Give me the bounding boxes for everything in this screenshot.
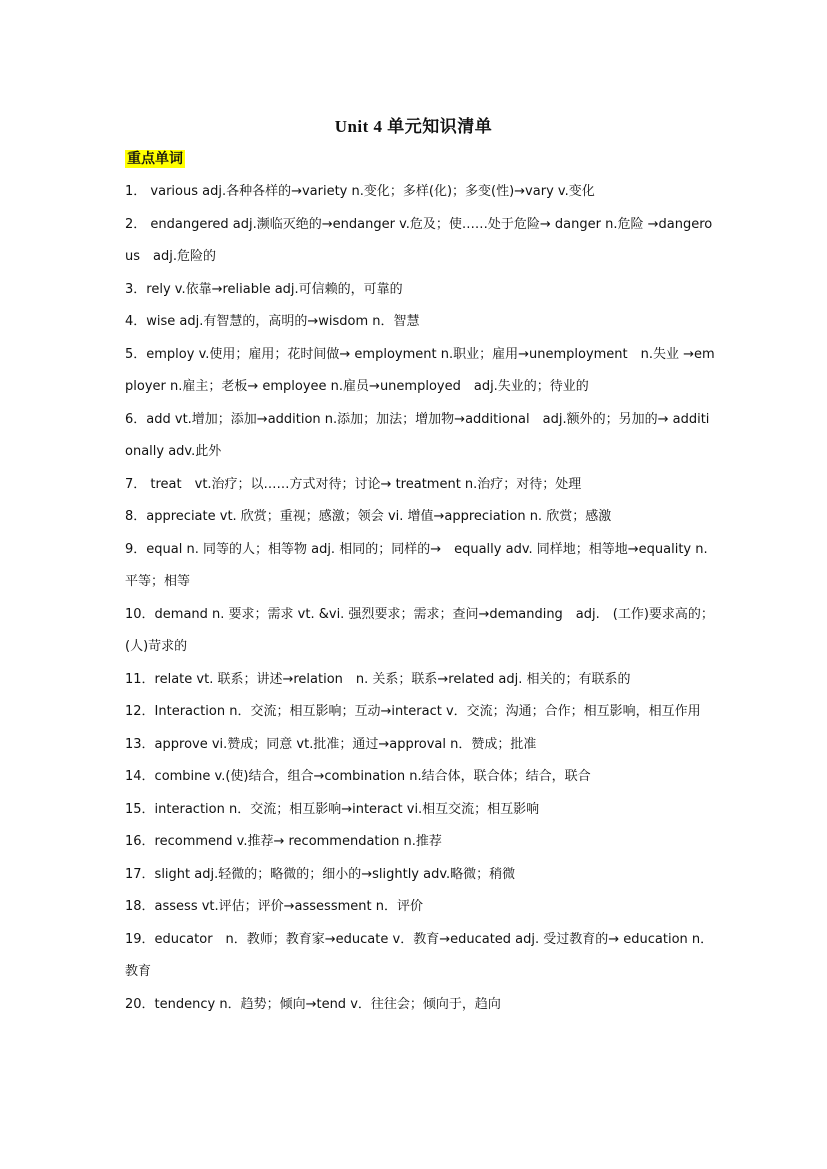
vocabulary-entry: 9．equal n. 同等的人；相等物 adj. 相同的；同样的→ equally adv. 同样地；相等地→equality n. 平等；相等 <box>125 541 708 589</box>
vocabulary-entry: 3．rely v.依靠→reliable adj.可信赖的，可靠的 <box>125 281 403 297</box>
vocabulary-entry: 8．appreciate vt. 欣赏；重视；感激；领会 vi. 增值→appreciation n. 欣赏；感激 <box>125 509 612 524</box>
vocabulary-entry: 4．wise adj.有智慧的，高明的→wisdom n．智慧 <box>125 314 420 329</box>
section-heading: 重点单词 <box>127 151 183 167</box>
vocabulary-entry: 7． treat vt.治疗；以……方式对待；讨论→ treatment n.治疗；对待；处理 <box>125 476 582 492</box>
vocabulary-entry: 11．relate vt. 联系；讲述→relation n. 关系；联系→related adj. 相关的；有联系的 <box>125 671 631 687</box>
vocabulary-entry: 13．approve vi.赞成；同意 vt.批准；通过→approval n．赞成；批准 <box>125 736 537 752</box>
vocabulary-entry: 20．tendency n．趋势；倾向→tend v．往往会；倾向于，趋向 <box>125 996 501 1012</box>
page-title: Unit 4 单元知识清单 <box>334 117 493 136</box>
vocabulary-entry: 17．slight adj.轻微的；略微的；细小的→slightly adv.略微；稍微 <box>125 866 516 882</box>
vocabulary-entry: 12．Interaction n．交流；相互影响；互动→interact v．交流；沟通；合作；相互影响，相互作用 <box>125 704 701 719</box>
vocabulary-list <box>125 176 715 1021</box>
vocabulary-entry: 15．interaction n．交流；相互影响→interact vi.相互交流；相互影响 <box>125 801 540 817</box>
vocabulary-entry: 16．recommend v.推荐→ recommendation n.推荐 <box>125 834 442 849</box>
vocabulary-entry: 1． various adj.各种各样的→variety n.变化；多样(化)；多变(性)→vary v.变化 <box>125 184 595 199</box>
vocabulary-entry: 19．educator n．教师；教育家→educate v．教育→educated adj. 受过教育的→ education n．教育 <box>125 931 714 979</box>
vocabulary-entry: 14．combine v.(使)结合，组合→combination n.结合体，联合体；结合，联合 <box>125 769 591 784</box>
vocabulary-entry: 2． endangered adj.濒临灭绝的→endanger v.危及；使……处于危险→ danger n.危险 →dangerous adj.危险的 <box>125 216 713 264</box>
vocabulary-entry: 18．assess vt.评估；评价→assessment n．评价 <box>125 899 423 914</box>
vocabulary-entry: 5．employ v.使用；雇用；花时间做→ employment n.职业；雇用→unemployment n.失业 →employer n.雇主；老板→ employee n.雇员→unemployed adj.失业的；待业的 <box>125 346 715 394</box>
vocabulary-entry: 10．demand n. 要求；需求 vt. &vi. 强烈要求；需求；查问→demanding adj. (工作)要求高的；(人)苛求的 <box>125 606 714 654</box>
vocabulary-entry: 6．add vt.增加；添加→addition n.添加；加法；增加物→additional adj.额外的；另加的→ additionally adv.此外 <box>125 411 710 459</box>
